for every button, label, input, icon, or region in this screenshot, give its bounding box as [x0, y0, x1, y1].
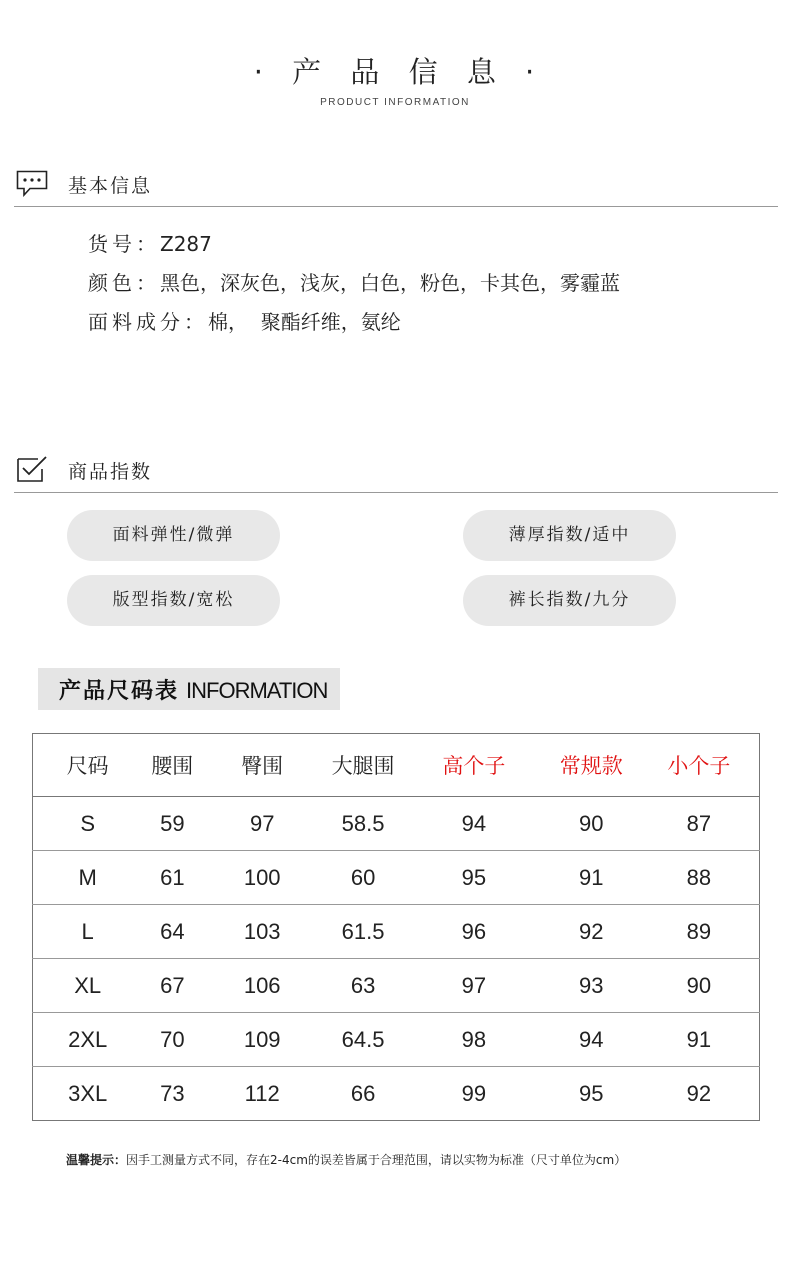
index-pill-elasticity: 面料弹性/微弹: [67, 510, 280, 561]
table-cell: 64: [142, 905, 202, 959]
size-chart-table: [32, 733, 760, 1121]
table-cell: 67: [142, 959, 202, 1013]
table-row: [33, 905, 760, 959]
table-cell: 61.5: [322, 905, 404, 959]
table-cell: 90: [639, 959, 760, 1013]
info-key: 货号：: [88, 232, 160, 256]
table-cell: 66: [350, 1080, 376, 1106]
header-size: 尺码: [33, 734, 143, 797]
info-value: 棉， 聚酯纤维，氨纶: [208, 310, 401, 334]
table-cell: 103: [202, 905, 322, 959]
info-value: Z287: [160, 232, 212, 256]
checkbox-check-icon: [16, 455, 48, 483]
table-cell: 93: [544, 959, 639, 1013]
info-line-item-no: [88, 225, 620, 264]
table-cell: 97: [404, 959, 544, 1013]
info-key: 面料成分：: [88, 310, 208, 334]
table-cell: 99: [461, 1080, 487, 1106]
table-row: [33, 959, 760, 1013]
table-cell: 58.5: [322, 797, 404, 851]
table-cell: 91: [639, 1013, 760, 1067]
table-cell: M: [33, 851, 143, 905]
table-row: [33, 1013, 760, 1067]
table-cell: 94: [404, 797, 544, 851]
table-cell: 100: [202, 851, 322, 905]
index-pill-fit: 版型指数/宽松: [67, 575, 280, 626]
table-cell: 63: [322, 959, 404, 1013]
table-row: [33, 1067, 760, 1121]
info-line-material: [88, 303, 620, 342]
info-line-colors: [88, 264, 620, 303]
table-cell: 70: [142, 1013, 202, 1067]
table-cell: 61: [142, 851, 202, 905]
table-cell: XL: [33, 959, 143, 1013]
table-cell: 95: [578, 1080, 604, 1106]
table-cell: 88: [639, 851, 760, 905]
table-cell: 73: [160, 1080, 185, 1106]
table-cell: 106: [202, 959, 322, 1013]
size-chart-title-cn: 产品尺码表: [59, 679, 180, 704]
table-cell: 3XL: [68, 1080, 108, 1106]
info-key: 颜色：: [88, 271, 160, 295]
header-regular: 常规款: [544, 734, 639, 797]
table-cell: L: [33, 905, 143, 959]
size-chart-title-en: INFORMATION: [186, 678, 328, 703]
note-label: 温馨提示：: [66, 1153, 127, 1167]
info-value: 黑色，深灰色，浅灰，白色，粉色，卡其色，雾霾蓝: [160, 271, 620, 295]
table-cell: 64.5: [322, 1013, 404, 1067]
basic-info-list: [88, 225, 620, 342]
table-cell: S: [33, 797, 143, 851]
table-cell: 98: [404, 1013, 544, 1067]
speech-bubble-icon: [16, 169, 48, 197]
header-waist: 腰围: [142, 734, 202, 797]
section-basic-info: [14, 167, 778, 207]
header-hip: 臀围: [202, 734, 322, 797]
table-cell: 2XL: [33, 1013, 143, 1067]
table-cell: 112: [244, 1080, 280, 1106]
table-cell: 92: [544, 905, 639, 959]
note-text: 因手工测量方式不同，存在2-4cm的误差皆属于合理范围，请以实物为标准（尺寸单位为cm）: [126, 1153, 627, 1167]
index-pill-length: 裤长指数/九分: [463, 575, 676, 626]
header-petite: 小个子: [639, 734, 760, 797]
table-cell: 94: [544, 1013, 639, 1067]
header-tall: 高个子: [404, 734, 544, 797]
table-cell: 60: [322, 851, 404, 905]
table-cell: 109: [202, 1013, 322, 1067]
size-note: [66, 1151, 626, 1168]
table-header-row: [33, 734, 760, 797]
table-cell: 96: [404, 905, 544, 959]
size-chart-title: [38, 668, 340, 710]
table-cell: 92: [686, 1080, 712, 1106]
table-cell: 91: [544, 851, 639, 905]
page-title: · 产 品 信 息 ·: [253, 55, 545, 89]
section-basic-heading: 基本信息: [68, 175, 153, 197]
table-row: [33, 797, 760, 851]
table-cell: 90: [544, 797, 639, 851]
index-pill-thickness: 薄厚指数/适中: [463, 510, 676, 561]
page-header: [0, 50, 790, 108]
table-cell: 59: [142, 797, 202, 851]
section-index-heading: 商品指数: [68, 461, 153, 483]
table-cell: 87: [639, 797, 760, 851]
page-subtitle: PRODUCT INFORMATION: [320, 97, 470, 108]
header-thigh: 大腿围: [322, 734, 404, 797]
table-cell: 97: [202, 797, 322, 851]
section-product-index: [14, 453, 778, 493]
table-cell: 89: [639, 905, 760, 959]
table-cell: 95: [404, 851, 544, 905]
table-row: [33, 851, 760, 905]
